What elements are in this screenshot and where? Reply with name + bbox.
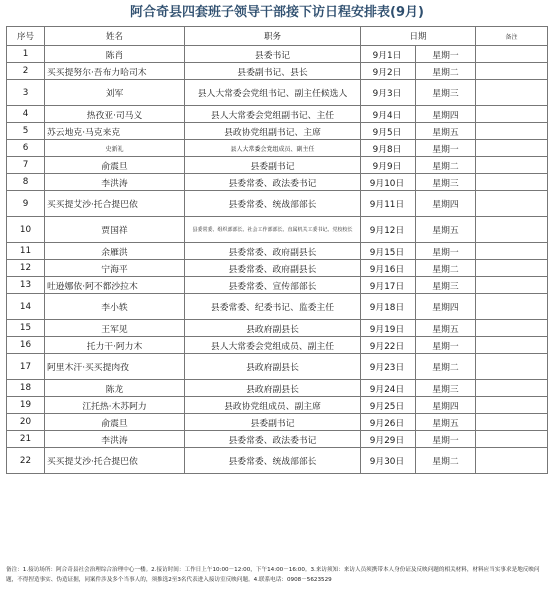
cell-weekday: 星期三 (416, 174, 476, 191)
cell-weekday: 星期一 (416, 46, 476, 63)
cell-position: 县人大常委会党组成员、副主任 (185, 140, 361, 157)
cell-weekday: 星期二 (416, 63, 476, 80)
cell-remark (476, 397, 548, 414)
cell-no: 14 (7, 294, 45, 320)
cell-no: 18 (7, 380, 45, 397)
cell-weekday: 星期三 (416, 380, 476, 397)
cell-no: 21 (7, 431, 45, 448)
cell-position: 县政府副县长 (185, 320, 361, 337)
cell-weekday: 星期四 (416, 106, 476, 123)
cell-position: 县政府副县长 (185, 380, 361, 397)
cell-date: 9月2日 (361, 63, 416, 80)
table-header-row (7, 27, 548, 46)
cell-position: 县委常委、组织部部长、社会工作部部长、直属机关工委书记、党校校长 (185, 217, 361, 243)
cell-weekday: 星期五 (416, 320, 476, 337)
cell-position: 县委副书记 (185, 414, 361, 431)
cell-date: 9月15日 (361, 243, 416, 260)
cell-no: 11 (7, 243, 45, 260)
cell-position: 县委常委、政府副县长 (185, 260, 361, 277)
table-row (7, 414, 548, 431)
cell-position: 县委常委、政法委书记 (185, 431, 361, 448)
cell-date: 9月18日 (361, 294, 416, 320)
cell-date: 9月25日 (361, 397, 416, 414)
cell-position: 县人大常委会党组副书记、主任 (185, 106, 361, 123)
cell-remark (476, 157, 548, 174)
cell-date: 9月30日 (361, 448, 416, 474)
cell-no: 15 (7, 320, 45, 337)
cell-date: 9月23日 (361, 354, 416, 380)
cell-position: 县委书记 (185, 46, 361, 63)
cell-date: 9月22日 (361, 337, 416, 354)
cell-position: 县人大常委会党组书记、副主任候选人 (185, 80, 361, 106)
cell-position: 县委常委、统战部部长 (185, 191, 361, 217)
cell-remark (476, 140, 548, 157)
table-row (7, 140, 548, 157)
cell-no: 3 (7, 80, 45, 106)
cell-remark (476, 106, 548, 123)
cell-name: 陈肖 (45, 46, 185, 63)
table-row (7, 157, 548, 174)
cell-position: 县委副书记 (185, 157, 361, 174)
cell-no: 4 (7, 106, 45, 123)
table-row (7, 106, 548, 123)
cell-name: 史新礼 (45, 140, 185, 157)
cell-name: 热孜亚·司马义 (45, 106, 185, 123)
cell-weekday: 星期三 (416, 277, 476, 294)
cell-weekday: 星期四 (416, 294, 476, 320)
cell-no: 10 (7, 217, 45, 243)
cell-weekday: 星期一 (416, 243, 476, 260)
cell-date: 9月8日 (361, 140, 416, 157)
table-row (7, 191, 548, 217)
cell-date: 9月5日 (361, 123, 416, 140)
cell-name: 李洪涛 (45, 431, 185, 448)
cell-position: 县委常委、宣传部部长 (185, 277, 361, 294)
cell-no: 8 (7, 174, 45, 191)
table-row (7, 431, 548, 448)
cell-date: 9月1日 (361, 46, 416, 63)
cell-date: 9月29日 (361, 431, 416, 448)
footer-note: 备注：1.接访场所：阿合奇县社会治理综合治理中心一楼。2.接访时间：工作日上午10:00－12:00，下午14:00－16:00。3.来访须知：来访人员须携带本人身份证及反映问题的相关材料，材料应当实事求是地反映问题，不得捏造事实、伪造证据，同案件涉及多个当事人的，须推选2至3名代表进入接访室反映问题。4.联系电话：0908－5623529 (6, 567, 540, 583)
cell-name: 托力干·阿力木 (45, 337, 185, 354)
table-row (7, 277, 548, 294)
cell-position: 县人大常委会党组成员、副主任 (185, 337, 361, 354)
header-name: 姓名 (45, 27, 185, 46)
cell-name: 俞震旦 (45, 157, 185, 174)
cell-name: 李小轶 (45, 294, 185, 320)
cell-weekday: 星期二 (416, 448, 476, 474)
cell-position: 县政协党组副书记、主席 (185, 123, 361, 140)
cell-name: 买买提努尔·吾布力哈司木 (45, 63, 185, 80)
cell-position: 县委常委、统战部部长 (185, 448, 361, 474)
cell-name: 李洪涛 (45, 174, 185, 191)
cell-weekday: 星期一 (416, 337, 476, 354)
header-date: 日期 (361, 27, 476, 46)
cell-position: 县委常委、政法委书记 (185, 174, 361, 191)
cell-position: 县委常委、政府副县长 (185, 243, 361, 260)
cell-remark (476, 174, 548, 191)
cell-remark (476, 217, 548, 243)
cell-remark (476, 63, 548, 80)
cell-no: 9 (7, 191, 45, 217)
cell-weekday: 星期二 (416, 354, 476, 380)
cell-remark (476, 191, 548, 217)
cell-no: 5 (7, 123, 45, 140)
cell-date: 9月4日 (361, 106, 416, 123)
cell-name: 阿里木汗·买买提肉孜 (45, 354, 185, 380)
cell-remark (476, 448, 548, 474)
table-row (7, 320, 548, 337)
cell-no: 22 (7, 448, 45, 474)
cell-remark (476, 243, 548, 260)
cell-date: 9月17日 (361, 277, 416, 294)
table-row (7, 80, 548, 106)
table-row (7, 397, 548, 414)
cell-name: 宁海平 (45, 260, 185, 277)
cell-weekday: 星期二 (416, 157, 476, 174)
cell-weekday: 星期二 (416, 260, 476, 277)
cell-remark (476, 380, 548, 397)
header-no: 序号 (7, 27, 45, 46)
cell-no: 1 (7, 46, 45, 63)
cell-remark (476, 294, 548, 320)
cell-weekday: 星期五 (416, 217, 476, 243)
cell-date: 9月12日 (361, 217, 416, 243)
cell-no: 2 (7, 63, 45, 80)
cell-remark (476, 431, 548, 448)
cell-no: 13 (7, 277, 45, 294)
cell-date: 9月16日 (361, 260, 416, 277)
cell-no: 16 (7, 337, 45, 354)
cell-date: 9月19日 (361, 320, 416, 337)
cell-weekday: 星期五 (416, 123, 476, 140)
cell-name: 买买提艾沙·托合提巴依 (45, 448, 185, 474)
schedule-table (6, 26, 548, 474)
cell-date: 9月11日 (361, 191, 416, 217)
cell-date: 9月9日 (361, 157, 416, 174)
cell-position: 县政府副县长 (185, 354, 361, 380)
cell-date: 9月3日 (361, 80, 416, 106)
table-row (7, 243, 548, 260)
table-row (7, 337, 548, 354)
table-row (7, 174, 548, 191)
cell-weekday: 星期五 (416, 414, 476, 431)
table-row (7, 63, 548, 80)
cell-date: 9月24日 (361, 380, 416, 397)
cell-no: 20 (7, 414, 45, 431)
cell-remark (476, 260, 548, 277)
cell-position: 县委常委、纪委书记、监委主任 (185, 294, 361, 320)
cell-position: 县委副书记、县长 (185, 63, 361, 80)
cell-position: 县政协党组成员、副主席 (185, 397, 361, 414)
cell-name: 陈龙 (45, 380, 185, 397)
cell-weekday: 星期四 (416, 191, 476, 217)
cell-no: 12 (7, 260, 45, 277)
header-remark: 备注 (476, 27, 548, 46)
page-title: 阿合奇县四套班子领导干部接下访日程安排表(9月) (130, 5, 424, 20)
cell-remark (476, 46, 548, 63)
cell-name: 刘军 (45, 80, 185, 106)
cell-no: 7 (7, 157, 45, 174)
cell-date: 9月26日 (361, 414, 416, 431)
cell-name: 苏云地克·马克来克 (45, 123, 185, 140)
cell-remark (476, 123, 548, 140)
cell-remark (476, 320, 548, 337)
cell-no: 6 (7, 140, 45, 157)
cell-remark (476, 414, 548, 431)
cell-name: 江托热·木苏阿力 (45, 397, 185, 414)
cell-name: 吐逊娜依·阿不都沙拉木 (45, 277, 185, 294)
cell-remark (476, 277, 548, 294)
cell-weekday: 星期四 (416, 397, 476, 414)
cell-weekday: 星期一 (416, 140, 476, 157)
cell-name: 王军见 (45, 320, 185, 337)
table-row (7, 380, 548, 397)
cell-weekday: 星期三 (416, 80, 476, 106)
table-row (7, 294, 548, 320)
cell-name: 买买提艾沙·托合提巴依 (45, 191, 185, 217)
cell-remark (476, 80, 548, 106)
cell-name: 贾国祥 (45, 217, 185, 243)
cell-remark (476, 337, 548, 354)
table-row (7, 123, 548, 140)
cell-name: 余雁洪 (45, 243, 185, 260)
header-position: 职务 (185, 27, 361, 46)
cell-weekday: 星期一 (416, 431, 476, 448)
cell-no: 19 (7, 397, 45, 414)
cell-remark (476, 354, 548, 380)
table-row (7, 448, 548, 474)
table-row (7, 354, 548, 380)
cell-no: 17 (7, 354, 45, 380)
cell-date: 9月10日 (361, 174, 416, 191)
table-row (7, 46, 548, 63)
cell-name: 俞震旦 (45, 414, 185, 431)
table-row (7, 217, 548, 243)
table-row (7, 260, 548, 277)
